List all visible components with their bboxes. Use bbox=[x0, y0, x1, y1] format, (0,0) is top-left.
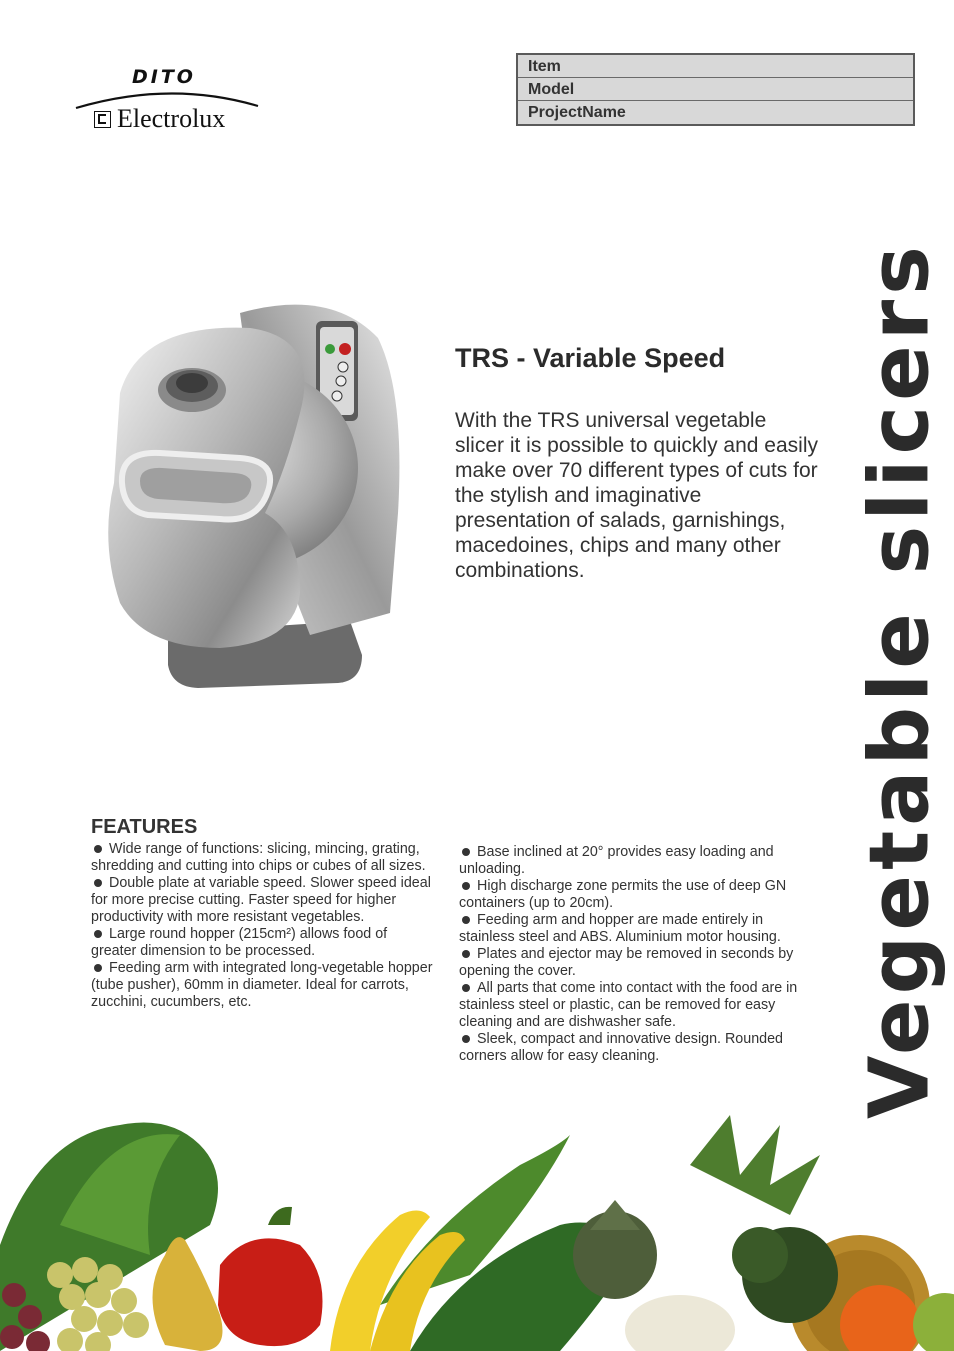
feature-item bbox=[459, 912, 804, 946]
features-heading: FEATURES bbox=[91, 816, 198, 838]
feature-text: Plates and ejector may be removed in seconds by opening the cover. bbox=[459, 946, 794, 979]
product-description: With the TRS universal vegetable slicer it is possible to quickly and easily make over 70 different types of cuts for the stylish and imaginative presentation of salads, garnishings, macedoines, chips and many other combinations. bbox=[455, 409, 818, 582]
feature-text: Sleek, compact and innovative design. Rounded corners allow for easy cleaning. bbox=[459, 1031, 783, 1064]
feature-text: All parts that come into contact with the food are in stainless steel or plastic, can be removed for easy cleaning and are dishwasher safe. bbox=[459, 980, 798, 1030]
dito-logo-text: DITO bbox=[132, 66, 196, 88]
bullet-icon bbox=[462, 882, 470, 890]
bullet-icon bbox=[462, 984, 470, 992]
feature-text: Large round hopper (215cm²) allows food of greater dimension to be processed. bbox=[91, 926, 388, 959]
feature-item bbox=[91, 960, 436, 1011]
bullet-icon bbox=[462, 848, 470, 856]
feature-item bbox=[91, 875, 436, 926]
product-photo bbox=[100, 283, 410, 688]
bullet-icon bbox=[94, 930, 102, 938]
electrolux-logo-text: Electrolux bbox=[117, 104, 226, 133]
feature-item bbox=[91, 841, 436, 875]
product-title: TRS - Variable Speed bbox=[455, 343, 726, 373]
feature-item bbox=[459, 878, 804, 912]
bullet-icon bbox=[94, 879, 102, 887]
features-list-left bbox=[91, 841, 436, 1011]
info-row-project-name: ProjectName bbox=[518, 101, 913, 124]
bullet-icon bbox=[462, 950, 470, 958]
feature-text: Feeding arm with integrated long-vegetable hopper (tube pusher), 60mm in diameter. Ideal for carrots, zucchini, cucumbers, etc. bbox=[91, 960, 433, 1010]
bullet-icon bbox=[462, 1035, 470, 1043]
feature-item bbox=[459, 980, 804, 1031]
info-row-model: Model bbox=[518, 78, 913, 101]
item-info-table bbox=[516, 53, 915, 126]
feature-text: Wide range of functions: slicing, mincing, grating, shredding and cutting into chips or cubes of all sizes. bbox=[91, 841, 426, 874]
vertical-category-label: Vegetable slicers bbox=[852, 241, 948, 1119]
features-list-right bbox=[459, 844, 804, 1065]
bullet-icon bbox=[94, 964, 102, 972]
brand-logo bbox=[70, 62, 270, 142]
feature-text: High discharge zone permits the use of deep GN containers (up to 20cm). bbox=[459, 878, 787, 911]
feature-text: Double plate at variable speed. Slower speed ideal for more precise cutting. Faster speed for higher productivity with more resistant vegetables. bbox=[91, 875, 431, 925]
bullet-icon bbox=[94, 845, 102, 853]
feature-item bbox=[91, 926, 436, 960]
feature-text: Feeding arm and hopper are made entirely in stainless steel and ABS. Aluminium motor housing. bbox=[459, 912, 781, 945]
feature-item bbox=[459, 844, 804, 878]
info-row-item: Item bbox=[518, 55, 913, 78]
produce-photo bbox=[0, 1105, 954, 1351]
feature-item bbox=[459, 1031, 804, 1065]
bullet-icon bbox=[462, 916, 470, 924]
electrolux-mark-icon bbox=[94, 111, 111, 128]
feature-text: Base inclined at 20° provides easy loading and unloading. bbox=[459, 844, 774, 877]
feature-item bbox=[459, 946, 804, 980]
electrolux-wordmark bbox=[94, 104, 225, 134]
